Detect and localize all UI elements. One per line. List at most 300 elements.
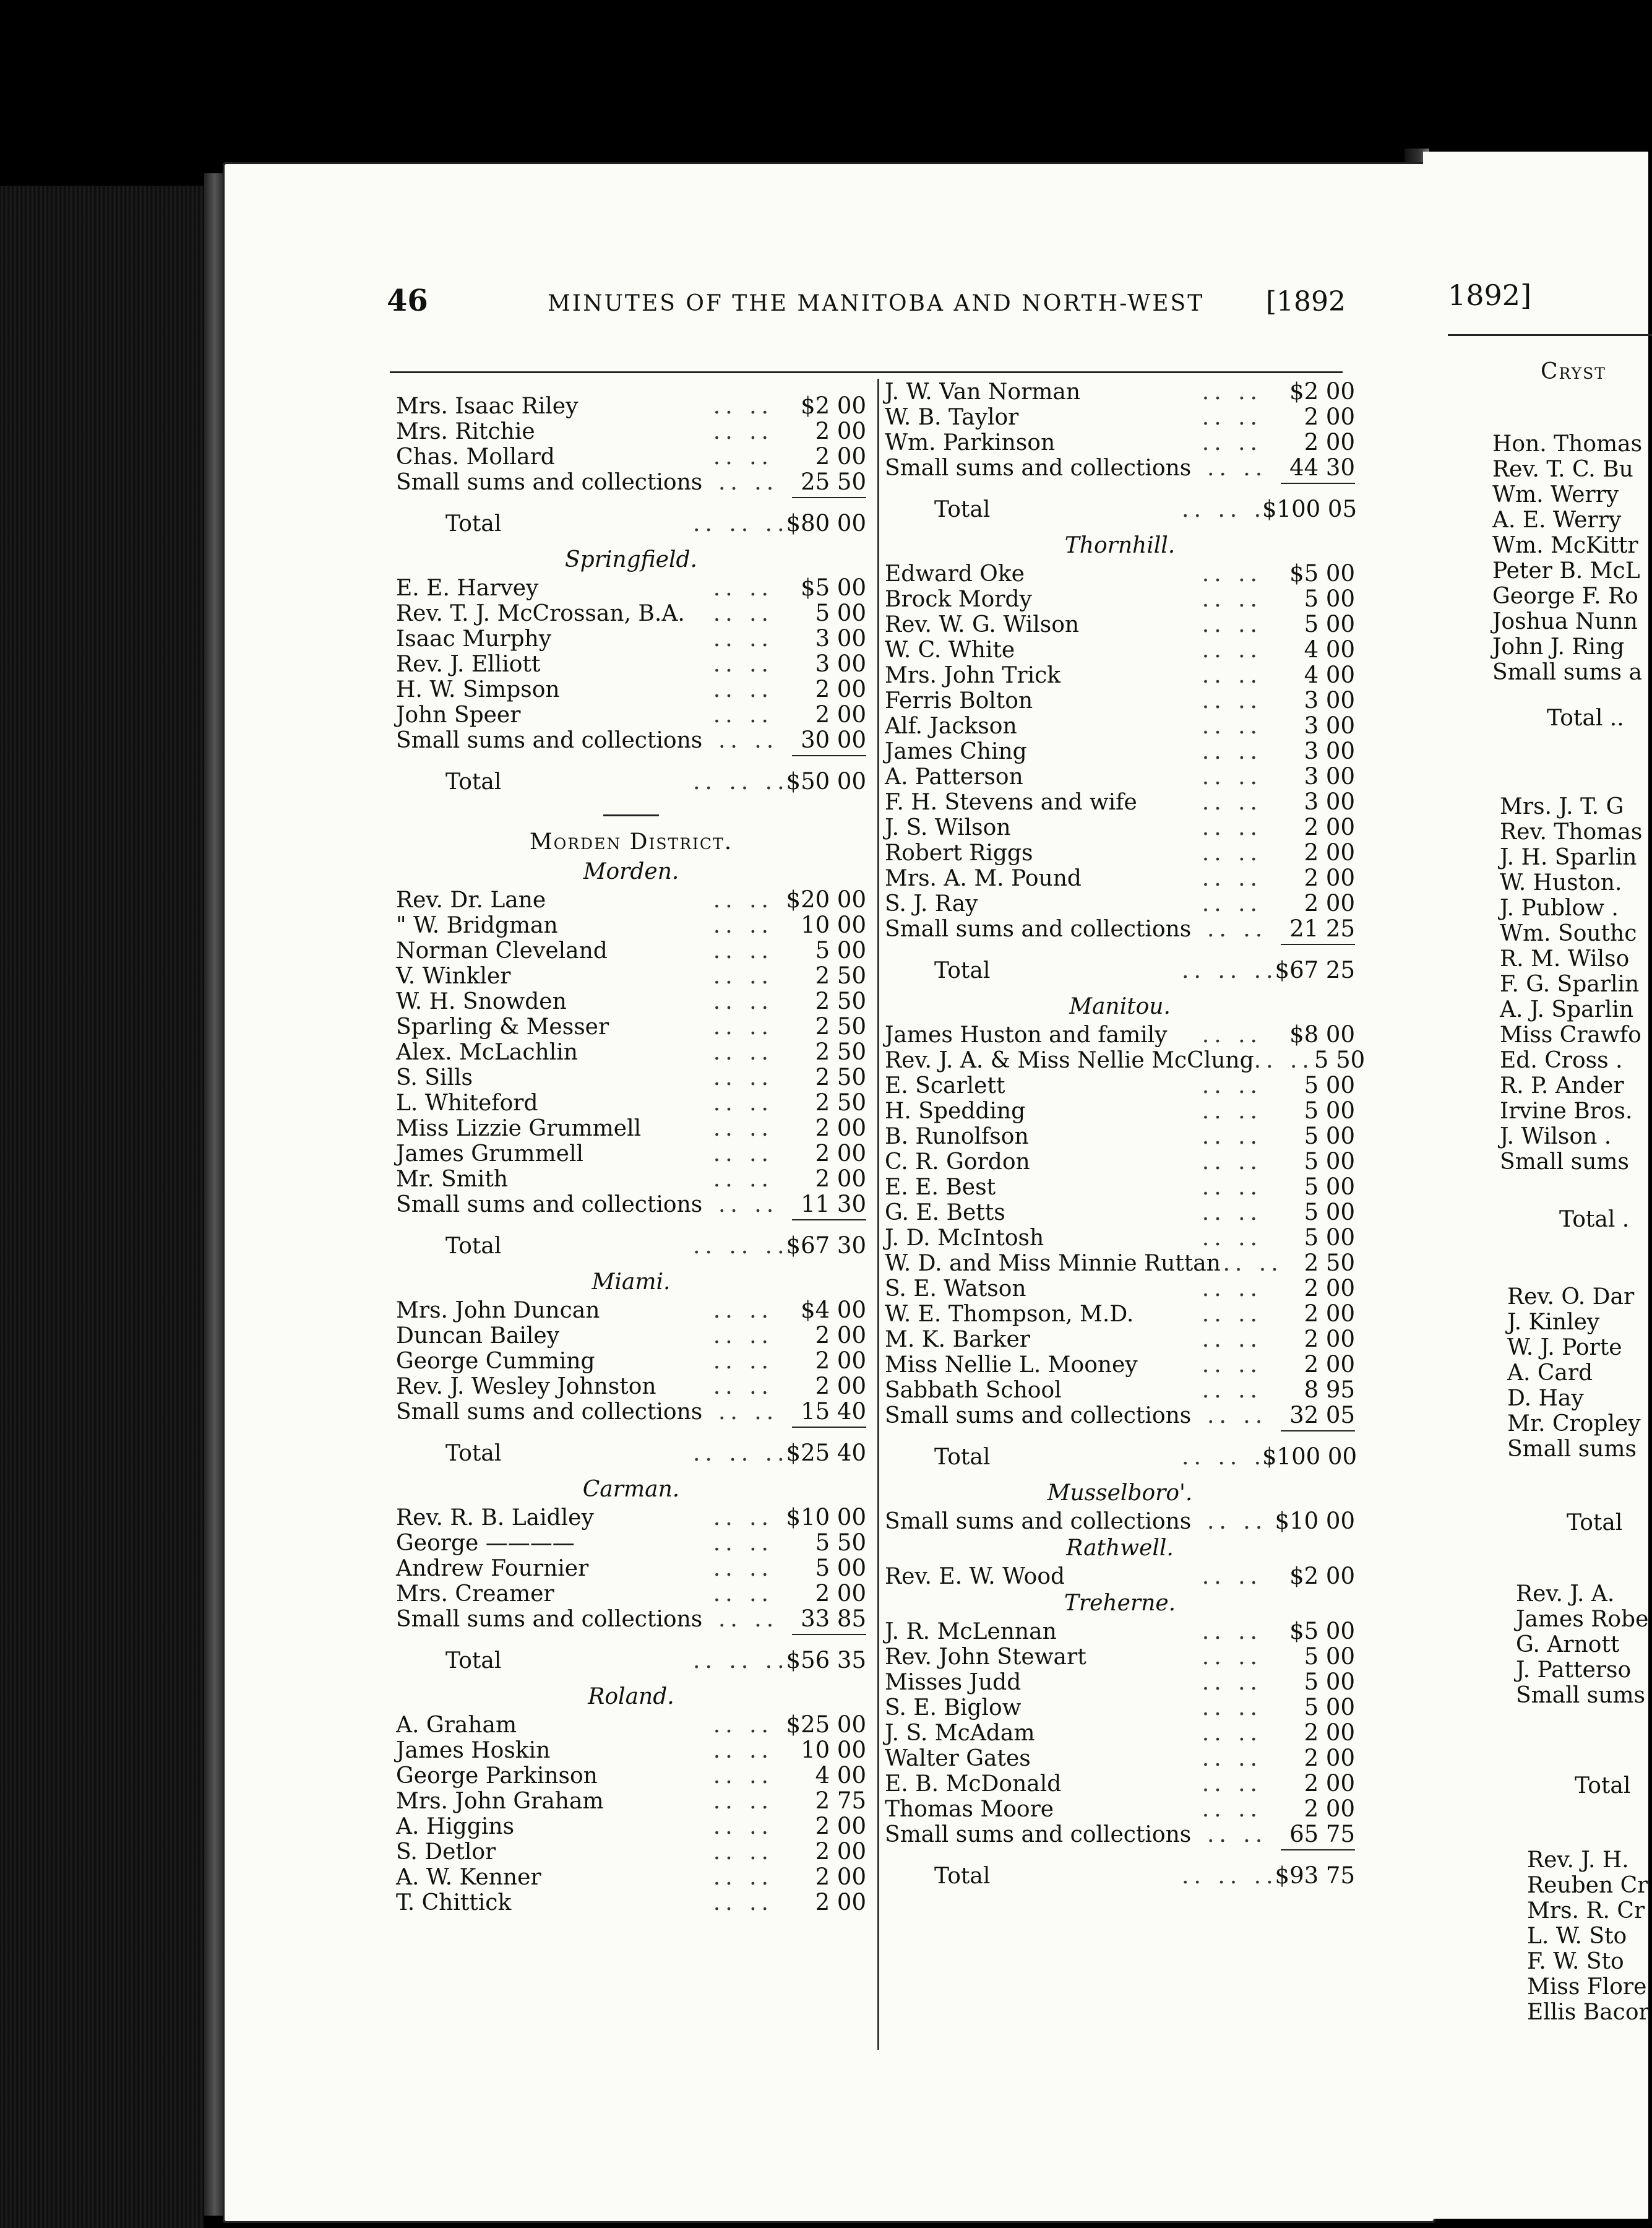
donor-name: J. W. Van Norman	[885, 379, 1081, 405]
donor-name: Small sums and collections	[396, 470, 703, 495]
donor-name: Rev. Dr. Lane	[396, 887, 546, 913]
ledger-entry	[885, 1149, 1355, 1174]
leader-dots: .. ..	[713, 652, 773, 677]
ledger-entry	[885, 1508, 1355, 1534]
donor-name: Miss Lizzie Grummell	[396, 1116, 642, 1141]
donor-name: Wm. Parkinson	[885, 430, 1056, 456]
facing-line: Rev. O. Dar	[1507, 1284, 1635, 1310]
donor-name: Mrs. Isaac Riley	[396, 394, 579, 419]
ledger-entry	[396, 600, 866, 626]
leader-dots: .. ..	[1202, 1721, 1262, 1746]
facing-line: Small sums a	[1492, 660, 1642, 685]
facing-line: A. J. Sparlin	[1500, 997, 1633, 1022]
leader-dots: .. ..	[1202, 866, 1262, 891]
leader-dots: .. ..	[713, 419, 773, 444]
donation-amount: 5 00	[1304, 1173, 1355, 1200]
ledger-entry	[396, 1530, 866, 1555]
donation-amount: 2 00	[815, 418, 866, 444]
donor-name: Small sums and collections	[396, 1607, 703, 1632]
leader-dots: .. ..	[1202, 688, 1262, 714]
ledger-entry	[885, 1644, 1355, 1669]
leader-dots: .. ..	[1202, 1771, 1262, 1797]
total-amount: $93 75	[1275, 1862, 1355, 1889]
donor-name: Edward Oke	[885, 561, 1025, 587]
total-amount: $100 05	[1262, 496, 1357, 522]
total-row	[396, 760, 866, 803]
donor-name: Thomas Moore	[885, 1797, 1054, 1822]
donor-name: A. W. Kenner	[396, 1865, 541, 1890]
donor-name: George Parkinson	[396, 1763, 598, 1789]
leader-dots: .. ..	[713, 1116, 773, 1141]
facing-list-a	[1492, 431, 1642, 685]
ledger-entry	[885, 1301, 1355, 1326]
ledger-entry	[885, 1695, 1355, 1720]
donation-amount: 5 00	[815, 1555, 866, 1581]
facing-line: L. W. Sto	[1527, 1924, 1627, 1949]
donation-amount: 2 00	[815, 676, 866, 702]
ledger-entry	[885, 1276, 1355, 1301]
facing-line: Rev. Thomas	[1500, 819, 1643, 845]
leader-dots: .. ..	[713, 626, 773, 652]
ledger-entry	[885, 1225, 1355, 1250]
donation-amount: 5 00	[1304, 1123, 1355, 1149]
donation-amount: 3 00	[1304, 738, 1355, 764]
leader-dots: .. ..	[1202, 587, 1262, 612]
facing-line: F. G. Sparlin	[1500, 972, 1640, 997]
donation-amount: 2 00	[815, 1347, 866, 1374]
ledger-entry	[396, 1889, 866, 1915]
leader-dots: .. ..	[1202, 840, 1262, 866]
ledger-entry	[396, 1323, 866, 1348]
leader-dots: .. ..	[1207, 1403, 1268, 1428]
total-row	[396, 1431, 866, 1475]
total-label: Total	[445, 1441, 502, 1466]
donor-name: Small sums and collections	[885, 456, 1192, 481]
donation-amount: 3 00	[1304, 687, 1355, 714]
miami-entries	[396, 1297, 866, 1424]
sum-rule	[396, 494, 866, 502]
donation-amount: 32 05	[1289, 1402, 1355, 1428]
donor-name: Mrs. John Duncan	[396, 1298, 600, 1323]
ledger-entry	[885, 713, 1355, 738]
facing-line: Joshua Nunn	[1492, 609, 1638, 634]
leader-dots: .. ..	[1202, 1149, 1262, 1175]
ledger-entry	[396, 1141, 866, 1166]
ledger-entry	[396, 1348, 866, 1373]
ledger-entry	[885, 1250, 1355, 1276]
donation-amount: 3 00	[1304, 763, 1355, 790]
facing-page	[1423, 152, 1648, 2219]
leader-dots: .. ..	[718, 728, 779, 753]
facing-year: 1892]	[1448, 278, 1532, 312]
leader-dots: .. ..	[1202, 891, 1262, 917]
donor-name: George Cumming	[396, 1349, 595, 1374]
leader-dots: .. ..	[713, 1349, 773, 1374]
donation-amount: 3 00	[815, 625, 866, 652]
ledger-entry	[396, 1115, 866, 1141]
leader-dots: .. ..	[1202, 637, 1262, 663]
leader-dots: .. ..	[713, 887, 773, 913]
donation-amount: 5 00	[1304, 1148, 1355, 1175]
donor-name: Small sums and collections	[396, 1192, 703, 1217]
donation-amount: 2 00	[1304, 814, 1355, 840]
leader-dots: .. .. ..	[1182, 1863, 1278, 1889]
leader-dots: .. ..	[1202, 405, 1262, 430]
total-row	[396, 1639, 866, 1682]
donation-amount: 2 00	[815, 1373, 866, 1399]
donor-name: E. B. McDonald	[885, 1771, 1062, 1797]
donor-name: Sabbath School	[885, 1378, 1062, 1403]
ledger-entry	[396, 469, 866, 494]
leader-dots: .. ..	[713, 1556, 773, 1581]
donation-amount: 2 00	[1304, 404, 1355, 430]
donor-name: Isaac Murphy	[396, 626, 552, 652]
ledger-entry	[396, 702, 866, 727]
donation-amount: $8 00	[1289, 1021, 1355, 1048]
donation-amount: 2 00	[815, 1322, 866, 1349]
left-column	[396, 393, 866, 1915]
donation-amount: 30 00	[801, 727, 866, 753]
leader-dots: .. ..	[1202, 1695, 1262, 1721]
total-row	[885, 1854, 1355, 1898]
donation-amount: 2 50	[815, 1089, 866, 1116]
leader-dots: .. ..	[713, 1712, 773, 1738]
donor-name: Mr. Smith	[396, 1167, 508, 1192]
ledger-entry	[885, 637, 1355, 662]
ledger-entry	[885, 1047, 1366, 1073]
ledger-entry	[396, 1166, 866, 1191]
leader-dots: .. ..	[713, 1374, 773, 1399]
section-title-thornhill: Thornhill.	[1064, 533, 1176, 558]
donor-name: Norman Cleveland	[396, 938, 608, 964]
donor-name: Sparling & Messer	[396, 1014, 609, 1040]
district-heading: Morden District.	[529, 829, 733, 855]
donor-name: Miss Nellie L. Mooney	[885, 1352, 1138, 1378]
donor-name: T. Chittick	[396, 1890, 512, 1915]
donor-name: " W. Bridgman	[396, 913, 558, 938]
ledger-entry	[885, 1199, 1355, 1225]
donor-name: Misses Judd	[885, 1670, 1022, 1695]
facing-total-a: Total ..	[1547, 706, 1624, 731]
donation-amount: 2 00	[815, 1838, 866, 1865]
total-amount: $50 00	[786, 768, 866, 795]
facing-list-c	[1507, 1284, 1641, 1462]
donor-name: V. Winkler	[396, 964, 511, 989]
donation-amount: 5 00	[1304, 585, 1355, 612]
facing-total-c: Total	[1567, 1510, 1623, 1535]
sum-rule	[885, 480, 1355, 488]
donation-amount: $4 00	[801, 1297, 866, 1323]
ledger-entry	[885, 738, 1355, 764]
ledger-entry	[885, 404, 1355, 430]
ledger-entry	[885, 891, 1355, 916]
musselboro-entries	[885, 1508, 1355, 1534]
ledger-entry	[396, 912, 866, 938]
total-amount: $67 30	[786, 1232, 866, 1259]
total-label: Total	[445, 1233, 502, 1259]
total-amount: $25 40	[786, 1440, 866, 1466]
donation-amount: 5 00	[1304, 1643, 1355, 1670]
donor-name: Small sums and collections	[885, 917, 1192, 942]
leader-dots: .. ..	[1202, 1644, 1262, 1670]
donor-name: M. K. Barker	[885, 1327, 1030, 1352]
ledger-entry	[396, 1297, 866, 1323]
total-amount: $80 00	[786, 510, 866, 537]
total-row	[396, 1224, 866, 1267]
facing-line: G. Arnott	[1516, 1632, 1620, 1657]
donor-name: F. H. Stevens and wife	[885, 790, 1137, 815]
facing-line: Ellis Bacor	[1527, 2000, 1650, 2025]
donation-amount: 25 50	[801, 468, 866, 495]
facing-line: Hon. Thomas	[1492, 431, 1643, 457]
ledger-entry	[885, 1771, 1355, 1796]
ledger-entry	[396, 1839, 866, 1864]
donation-amount: 2 00	[815, 1813, 866, 1839]
leader-dots: .. .. ..	[693, 1441, 789, 1466]
sum-rule	[396, 1631, 866, 1639]
donation-amount: $20 00	[786, 886, 866, 913]
facing-line: George F. Ro	[1492, 584, 1638, 609]
total-label: Total	[445, 769, 502, 795]
leader-dots: .. ..	[713, 1298, 773, 1323]
donor-name: G. E. Betts	[885, 1200, 1005, 1225]
ledger-entry	[885, 1402, 1355, 1428]
leader-dots: .. ..	[713, 964, 773, 989]
donation-amount: 65 75	[1289, 1821, 1355, 1847]
donation-amount: $2 00	[801, 392, 866, 419]
morden-entries	[396, 887, 866, 1217]
donor-name: Mrs. John Trick	[885, 663, 1061, 688]
donation-amount: $2 00	[1289, 378, 1355, 405]
donation-amount: 2 50	[815, 988, 866, 1014]
donor-name: Rev. John Stewart	[885, 1644, 1086, 1670]
facing-line: Miss Flore	[1527, 1974, 1647, 2000]
facing-line: A. Card	[1507, 1360, 1593, 1386]
facing-line: A. E. Werry	[1492, 507, 1622, 533]
donation-amount: 2 50	[815, 1013, 866, 1040]
leader-dots: .. ..	[713, 1865, 773, 1890]
donation-amount: 5 00	[1304, 1072, 1355, 1099]
donor-name: Mrs. Creamer	[396, 1581, 554, 1607]
leader-dots: .. ..	[1202, 663, 1262, 688]
section-title-miami: Miami.	[592, 1269, 671, 1295]
ledger-entry	[396, 1737, 866, 1763]
leader-dots: .. ..	[1223, 1251, 1283, 1276]
leader-dots: .. .. ..	[1182, 958, 1278, 983]
sum-rule	[396, 1424, 866, 1431]
ledger-entry	[396, 1581, 866, 1606]
facing-line: Peter B. McL	[1492, 558, 1640, 584]
ledger-entry	[396, 1505, 866, 1530]
ledger-entry	[396, 1606, 866, 1631]
facing-line: James Robe	[1516, 1607, 1649, 1632]
ledger-entry	[396, 444, 866, 469]
leader-dots: .. ..	[713, 1040, 773, 1065]
treherne-entries	[885, 1618, 1355, 1847]
donation-amount: 2 00	[1304, 839, 1355, 866]
donation-amount: 33 85	[801, 1605, 866, 1632]
ledger-entry	[885, 865, 1355, 891]
ledger-entry	[396, 1090, 866, 1115]
donor-name: Walter Gates	[885, 1746, 1031, 1771]
facing-line: D. Hay	[1507, 1386, 1584, 1411]
donor-name: James Huston and family	[885, 1022, 1168, 1048]
leader-dots: .. ..	[713, 1323, 773, 1349]
donation-amount: 5 00	[1304, 1224, 1355, 1251]
section-title-roland: Roland.	[588, 1684, 674, 1709]
facing-line: Rev. J. H.	[1527, 1847, 1629, 1873]
leader-dots: .. ..	[1207, 917, 1268, 942]
ledger-entry	[396, 1864, 866, 1889]
facing-line: W. Huston.	[1500, 870, 1622, 896]
donation-amount: 4 00	[1304, 662, 1355, 688]
donor-name: A. Graham	[396, 1712, 517, 1738]
donation-amount: 11 30	[801, 1191, 866, 1217]
donation-amount: 2 75	[815, 1787, 866, 1814]
donor-name: James Grummell	[396, 1141, 584, 1167]
leader-dots: .. ..	[713, 1141, 773, 1167]
ledger-entry	[396, 651, 866, 676]
leader-dots: .. .. ..	[693, 1233, 789, 1259]
donor-name: Mrs. Ritchie	[396, 419, 535, 444]
donation-amount: 2 00	[815, 701, 866, 728]
leader-dots: .. ..	[1202, 1619, 1262, 1644]
donor-name: A. Patterson	[885, 764, 1023, 790]
leader-dots: .. ..	[1202, 714, 1262, 739]
ledger-entry	[885, 586, 1355, 611]
leader-dots: .. .. ..	[693, 1648, 789, 1673]
total-label: Total	[934, 1863, 991, 1889]
leader-dots: .. ..	[713, 1839, 773, 1865]
donation-amount: 2 50	[815, 1038, 866, 1065]
donation-amount: $25 00	[786, 1711, 866, 1738]
right-column	[885, 378, 1366, 1898]
donation-amount: 5 00	[1304, 1199, 1355, 1225]
donor-name: Small sums and collections	[885, 1822, 1192, 1847]
facing-line: Rev. J. A.	[1516, 1581, 1615, 1607]
page-edge	[204, 173, 225, 2216]
ledger-entry	[396, 1763, 866, 1788]
ledger-entry	[885, 1377, 1355, 1402]
donation-amount: 2 00	[1304, 890, 1355, 917]
donor-name: S. Sills	[396, 1065, 473, 1090]
page-header	[387, 283, 1346, 318]
leader-dots: .. .. ..	[693, 769, 789, 795]
leader-dots: .. ..	[713, 1890, 773, 1915]
leader-dots: .. ..	[713, 1789, 773, 1814]
total-label: Total	[445, 1648, 502, 1673]
ledger-entry	[885, 611, 1355, 637]
leader-dots: .. ..	[1202, 1746, 1262, 1771]
donor-name: J. S. Wilson	[885, 815, 1011, 840]
facing-line: Small sums	[1516, 1683, 1646, 1708]
donor-name: Small sums and collections	[396, 1399, 703, 1425]
facing-line: J. Patterso	[1516, 1657, 1632, 1683]
facing-line: R. M. Wilso	[1500, 946, 1630, 972]
facing-line: Mr. Cropley	[1507, 1411, 1641, 1436]
ledger-entry	[885, 1326, 1355, 1352]
donation-amount: 5 50	[815, 1529, 866, 1556]
left-top-entries	[396, 393, 866, 494]
facing-line: Wm. McKittr	[1492, 533, 1638, 558]
leader-dots: .. ..	[1202, 815, 1262, 840]
facing-line: Miss Crawfo	[1500, 1022, 1641, 1048]
donation-amount: 2 00	[1304, 1300, 1355, 1327]
donation-amount: 3 00	[815, 650, 866, 677]
ledger-entry	[885, 455, 1355, 480]
ledger-entry	[396, 1555, 866, 1581]
facing-line: John J. Ring	[1492, 634, 1625, 660]
ledger-entry	[396, 575, 866, 600]
leader-dots: .. ..	[713, 601, 773, 626]
donation-amount: 5 00	[1304, 1097, 1355, 1124]
donor-name: J. S. McAdam	[885, 1721, 1035, 1746]
donation-amount: 2 00	[815, 1863, 866, 1890]
facing-line: Ed. Cross .	[1500, 1048, 1623, 1073]
donation-amount: 5 50	[1314, 1047, 1366, 1073]
ledger-entry	[396, 1399, 866, 1424]
total-row	[885, 488, 1355, 531]
section-title-springfield: Springfield.	[565, 547, 697, 572]
donor-name: A. Higgins	[396, 1814, 515, 1839]
donor-name: J. D. McIntosh	[885, 1225, 1044, 1251]
leader-dots: .. ..	[713, 989, 773, 1014]
donation-amount: 2 00	[1304, 429, 1355, 456]
facing-line: Wm. Werry	[1492, 482, 1619, 507]
right-top-entries	[885, 379, 1355, 480]
facing-line: Wm. Southc	[1500, 921, 1637, 946]
leader-dots: .. ..	[713, 1167, 773, 1192]
leader-dots: .. ..	[713, 394, 773, 419]
ledger-entry	[885, 1352, 1355, 1377]
ledger-entry	[885, 814, 1355, 840]
total-label: Total	[934, 958, 991, 983]
running-title: MINUTES OF THE MANITOBA AND NORTH-WEST	[548, 291, 1205, 316]
carman-entries	[396, 1505, 866, 1631]
rathwell-entries	[885, 1563, 1355, 1589]
leader-dots: .. ..	[718, 1399, 779, 1425]
ledger-entry	[396, 1712, 866, 1737]
donor-name: W. D. and Miss Minnie Ruttan	[885, 1251, 1221, 1276]
donation-amount: 2 00	[1304, 1275, 1355, 1302]
ledger-entry	[885, 1720, 1355, 1745]
donation-amount: 2 00	[1304, 1770, 1355, 1797]
facing-total-b: Total .	[1559, 1207, 1630, 1232]
facing-line: J. Kinley	[1507, 1310, 1600, 1335]
leader-dots: .. ..	[1202, 1276, 1262, 1302]
section-title-morden: Morden.	[583, 859, 679, 884]
facing-header-rule	[1448, 334, 1652, 336]
facing-line: Reuben Cr	[1527, 1873, 1648, 1898]
total-amount: $67 25	[1275, 957, 1355, 983]
facing-line: Irvine Bros.	[1500, 1099, 1633, 1124]
header-rule	[390, 371, 1343, 373]
donation-amount: 5 00	[815, 937, 866, 964]
ledger-entry	[885, 430, 1355, 455]
ledger-entry	[885, 840, 1355, 865]
donation-amount: 5 00	[1304, 1669, 1355, 1695]
donor-name: Alex. McLachlin	[396, 1040, 578, 1065]
leader-dots: .. ..	[1202, 1797, 1262, 1822]
ledger-entry	[885, 764, 1355, 789]
total-row	[885, 949, 1355, 992]
leader-dots: .. ..	[713, 1581, 773, 1607]
leader-dots: .. ..	[713, 913, 773, 938]
donor-name: L. Whiteford	[396, 1090, 538, 1116]
leader-dots: .. ..	[1202, 561, 1262, 587]
leader-dots: .. ..	[1207, 1822, 1268, 1847]
ledger-entry	[885, 1745, 1355, 1771]
